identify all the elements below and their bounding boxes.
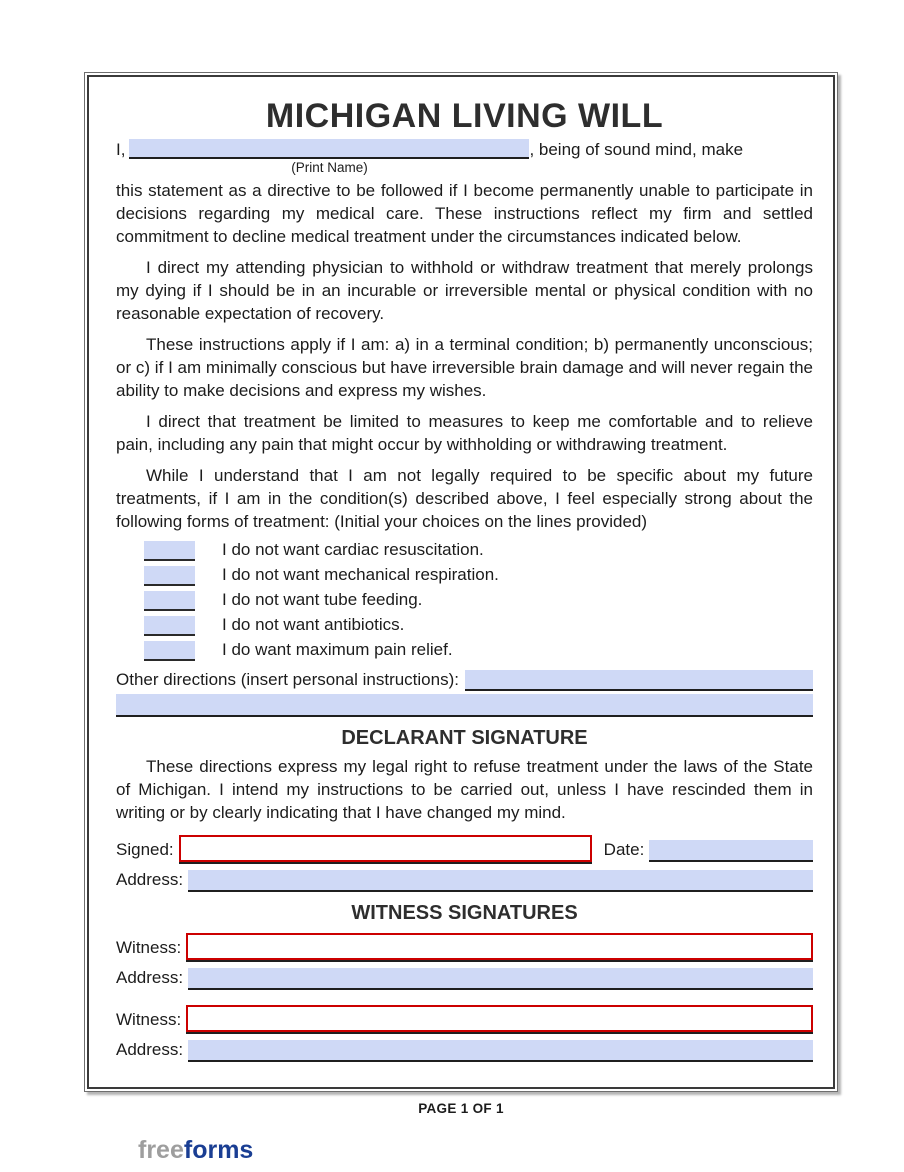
initials-input-antibiotics[interactable]	[144, 616, 195, 636]
paragraph-conditions: These instructions apply if I am: a) in a terminal condition; b) permanently unconscious; or c) if I am minimally conscious but have irreversible brain damage and will never regain the ability to make decisions and express my wishes.	[116, 335, 813, 400]
witness-block-2	[116, 1002, 813, 1062]
witness-1-address-input[interactable]	[188, 968, 813, 990]
treatment-options-list	[116, 536, 813, 661]
paragraph-comfort: I direct that treatment be limited to measures to keep me comfortable and to relieve pain, including any pain that might occur by withholding or withdrawing treatment.	[116, 412, 813, 454]
signed-date-row	[116, 832, 813, 862]
other-directions-input-line2[interactable]	[116, 694, 813, 717]
print-name-input[interactable]	[129, 139, 529, 175]
page-number: PAGE 1 OF 1	[418, 1101, 504, 1116]
address-label: Address:	[116, 968, 184, 987]
paragraph-direct-physician: I direct my attending physician to withhold or withdraw treatment that merely prolongs my dying if I should be in an incurable or irreversible mental or physical condition with no reasonable expectation of recovery.	[116, 258, 813, 323]
paragraph-treatment-choices: While I understand that I am not legally required to be specific about my future treatments, if I am in the condition(s) described above, I feel especially strong about the following forms of treatment: (Initial your choices on the lines provided)	[116, 466, 813, 531]
declarant-signature-heading: DECLARANT SIGNATURE	[341, 727, 588, 749]
witness-label: Witness:	[116, 1010, 182, 1029]
option-label: I do not want antibiotics.	[222, 615, 405, 634]
witness-1-signature-input[interactable]	[186, 933, 813, 960]
name-line-prefix: I,	[116, 140, 126, 159]
declarant-signature-input[interactable]	[179, 835, 592, 862]
witness-row	[116, 1002, 813, 1032]
brand-forms-text: forms	[183, 1136, 254, 1164]
brand-free-text: free	[138, 1136, 184, 1164]
initials-input-respiration[interactable]	[144, 566, 195, 586]
initials-input-pain-relief[interactable]	[144, 641, 195, 661]
signed-label: Signed:	[116, 840, 174, 859]
print-name-caption: (Print Name)	[291, 160, 368, 175]
witness-label: Witness:	[116, 938, 182, 957]
name-line-suffix: , being of sound mind, make	[529, 140, 744, 159]
treatment-option-row	[116, 611, 813, 636]
treatment-option-row	[116, 586, 813, 611]
witness-address-row	[116, 1034, 813, 1062]
freeforms-logo	[138, 1135, 253, 1165]
option-label: I do not want tube feeding.	[222, 590, 423, 609]
witness-2-address-input[interactable]	[188, 1040, 813, 1062]
other-directions-row	[116, 667, 813, 691]
initials-input-cardiac[interactable]	[144, 541, 195, 561]
option-label: I do not want mechanical respiration.	[222, 565, 499, 584]
option-label: I do want maximum pain relief.	[222, 640, 453, 659]
witness-row	[116, 930, 813, 960]
address-label: Address:	[116, 870, 184, 889]
declarant-address-row	[116, 864, 813, 892]
date-input[interactable]	[649, 840, 813, 862]
form-content	[89, 77, 833, 1087]
initials-input-tube-feeding[interactable]	[144, 591, 195, 611]
paragraph-intro: this statement as a directive to be followed if I become permanently unable to participate in decisions regarding my medical care. These instructions reflect my firm and settled commitment to decline medical treatment under the circumstances indicated below.	[116, 181, 813, 246]
address-label: Address:	[116, 1040, 184, 1059]
option-label: I do not want cardiac resuscitation.	[222, 540, 484, 559]
form-document	[84, 72, 838, 1092]
declarant-name-line	[116, 138, 813, 175]
form-title: MICHIGAN LIVING WILL	[265, 97, 664, 135]
declarant-address-input[interactable]	[188, 870, 813, 892]
treatment-option-row	[116, 636, 813, 661]
treatment-option-row	[116, 561, 813, 586]
other-directions-input[interactable]	[465, 670, 813, 691]
date-label: Date:	[603, 840, 645, 859]
other-directions-label: Other directions (insert personal instructions):	[116, 670, 459, 689]
witness-2-signature-input[interactable]	[186, 1005, 813, 1032]
declarant-paragraph: These directions express my legal right to refuse treatment under the laws of the State of Michigan. I intend my instructions to be carried out, unless I have rescinded them in writing or by clearly indicating that I have changed my mind.	[116, 757, 813, 822]
treatment-option-row	[116, 536, 813, 561]
witness-block-1	[116, 930, 813, 990]
witness-signatures-heading: WITNESS SIGNATURES	[351, 902, 578, 924]
witness-address-row	[116, 962, 813, 990]
